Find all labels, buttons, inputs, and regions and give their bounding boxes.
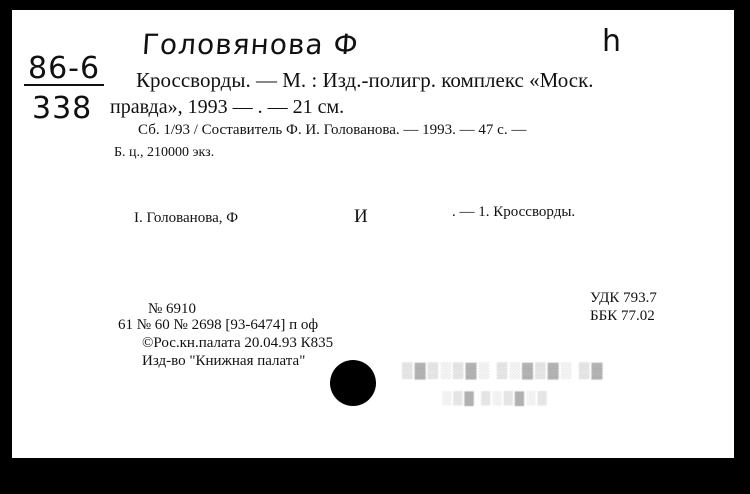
- ink-stamp: [330, 360, 376, 406]
- bbk-code: ББК 77.02: [590, 308, 655, 324]
- shelf-mark-bottom: 338: [32, 91, 93, 126]
- registration-line: 61 № 60 № 2698 [93-6474] п оф: [118, 317, 319, 333]
- handwritten-author: Головянова Ф: [140, 28, 360, 61]
- shelf-mark-top: 86-6: [24, 54, 104, 86]
- handwritten-mark: h: [602, 24, 623, 59]
- tracing-1: I. Голованова, Ф: [134, 210, 239, 226]
- tracing-3: . — 1. Кроссворды.: [452, 204, 576, 220]
- title-line-2: правда», 1993 — . — 21 см.: [110, 96, 345, 118]
- copyright-line: ©Рос.кн.палата 20.04.93 К835: [142, 335, 334, 351]
- note-line-1: Сб. 1/93 / Составитель Ф. И. Голованова. — 1993. — 47 с. —: [138, 122, 527, 138]
- note-line-2: Б. ц., 210000 экз.: [114, 145, 215, 160]
- record-number: № 6910: [148, 301, 197, 317]
- publisher-line: Изд-во "Книжная палата": [142, 353, 306, 369]
- catalog-card: [12, 10, 734, 458]
- udk-code: УДК 793.7: [590, 290, 657, 306]
- faded-stamp-text: ▒▓▒░▒▓░ ▒░▓▒▓░ ▒▓: [402, 363, 605, 379]
- faded-stamp-text-2: ░▒▓ ▒░▒▓░▒: [442, 390, 549, 405]
- title-line-1: Кроссворды. — М. : Изд.-полигр. комплекс «Моск.: [136, 68, 594, 92]
- tracing-2: И: [354, 206, 368, 227]
